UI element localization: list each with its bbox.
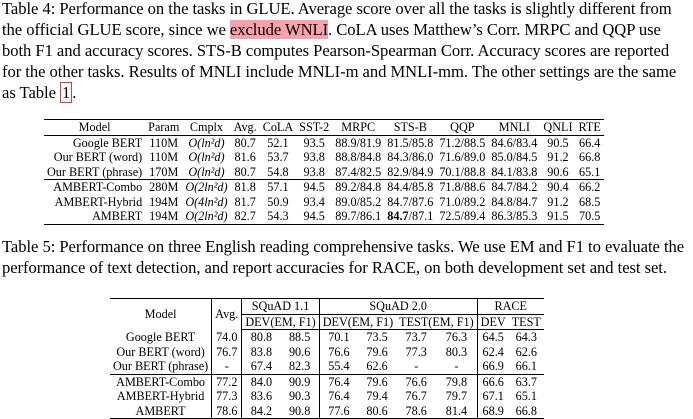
cell: 71.8/88.6 <box>436 180 488 195</box>
sub-header: DEV(EM, F1) <box>319 314 396 330</box>
cell: Our BERT (phrase) <box>47 164 143 179</box>
cell: 74.0 <box>212 330 242 345</box>
table-row <box>110 374 544 389</box>
caption4-end: . <box>72 83 77 102</box>
cell: 76.7 <box>405 389 427 403</box>
cell: 80.8 <box>242 330 281 345</box>
cell: 84.6/83.4 <box>491 135 538 150</box>
cell: 76.7 <box>212 345 242 360</box>
cell: 81.5/85.8 <box>387 135 434 150</box>
table-row <box>110 389 544 404</box>
cell: O(2ln²d) <box>182 209 230 224</box>
cell: 90.6 <box>547 164 569 179</box>
cell: 67.4 <box>242 359 281 374</box>
col-header: STS-B <box>384 120 436 136</box>
cell: 57.1 <box>260 180 296 195</box>
cell: 68.9 <box>477 404 509 419</box>
cell: 94.5 <box>296 180 332 195</box>
cell: 84.7/84.2 <box>488 180 540 195</box>
cell: 70.1 <box>319 330 358 345</box>
cell: Our BERT (word) <box>116 344 205 359</box>
cell: 80.6 <box>358 404 396 419</box>
cell: 70.1/88.8 <box>439 164 486 179</box>
cell: 54.8 <box>267 164 289 179</box>
reading-comprehension-table <box>110 298 544 419</box>
cell: 81.8 <box>231 180 260 195</box>
group-header: SQuAD 2.0 <box>319 299 477 315</box>
cell: 94.5 <box>296 209 332 224</box>
table-row <box>110 345 544 360</box>
cell: O(ln²d) <box>188 150 225 164</box>
cell: 91.2 <box>547 150 569 164</box>
col-header: Param <box>145 120 182 136</box>
cell: 68.5 <box>579 194 601 209</box>
cell: 87.4/82.5 <box>335 164 382 179</box>
cell: AMBERT <box>110 404 212 419</box>
table-row <box>44 195 604 210</box>
cell: - <box>212 359 242 374</box>
cell: AMBERT <box>44 209 145 224</box>
cell: 78.6 <box>212 404 242 419</box>
cell: 62.4 <box>477 345 509 360</box>
cell: 63.7 <box>509 374 544 389</box>
cell: 194M <box>145 209 182 224</box>
table-row <box>44 150 604 165</box>
cell: AMBERT-Combo <box>110 374 212 389</box>
cell: 280M <box>145 180 182 195</box>
cell: 80.7 <box>234 135 256 150</box>
cell: 83.8 <box>242 345 281 360</box>
cell: 88.5 <box>288 330 311 344</box>
cell: 77.6 <box>319 404 358 419</box>
cell: 66.2 <box>576 180 604 195</box>
cell: 50.9 <box>267 194 289 209</box>
cell: 77.3 <box>212 389 242 404</box>
sub-header: DEV(EM, F1) <box>242 314 319 330</box>
cell: 76.6 <box>396 374 436 389</box>
cell: 79.6 <box>358 374 396 389</box>
col-header: SST-2 <box>296 120 332 136</box>
cell: 194M <box>149 194 179 209</box>
cell: O(4ln²d) <box>185 194 228 209</box>
sub-header: TEST(EM, F1) <box>396 314 477 330</box>
cell: 66.4 <box>579 135 601 150</box>
cell: 78.6 <box>396 404 436 419</box>
col-header: Model <box>110 299 212 330</box>
cell: 90.3 <box>288 389 311 403</box>
col-header: QQP <box>436 120 488 136</box>
col-header: RTE <box>576 120 604 136</box>
cell: 84.3/86.0 <box>387 150 434 164</box>
cell: 62.6 <box>515 344 537 359</box>
cell: 84.8/84.7 <box>491 194 538 209</box>
table-row <box>44 180 604 195</box>
col-header: Cmplx <box>182 120 230 136</box>
cell: 77.2 <box>212 374 242 389</box>
cell: AMBERT-Combo <box>44 180 145 195</box>
cell: 86.3/85.3 <box>488 209 540 224</box>
cell: 66.6 <box>477 374 509 389</box>
table-row <box>44 165 604 180</box>
table-row <box>110 330 544 345</box>
highlighted-text: exclude WNLI <box>229 20 329 39</box>
cell: 66.9 <box>477 359 509 374</box>
cell: 62.6 <box>366 359 388 373</box>
cell: 79.4 <box>366 389 388 403</box>
cell-bold-part: 84.7 <box>387 209 409 223</box>
cell: 93.5 <box>303 135 325 150</box>
cell: 90.6 <box>288 344 311 359</box>
cell: 93.8 <box>303 150 325 164</box>
cell: 54.3 <box>260 209 296 224</box>
cell: Our BERT (phrase) <box>113 359 209 373</box>
cell: 65.1 <box>515 389 537 403</box>
cell: 65.1 <box>579 164 601 179</box>
cell: Our BERT (word) <box>53 150 143 164</box>
col-header: Avg. <box>212 299 242 330</box>
cell: 71.2/88.5 <box>439 135 486 150</box>
sub-header: DEV <box>477 314 509 330</box>
cell: 91.5 <box>540 209 575 224</box>
cell: 73.5 <box>366 330 388 344</box>
table5-caption: Table 5: Performance on three English reading comprehensive tasks. We use EM and F1 to evaluate the performance of text detection, and report accuracies for RACE, on both development set and test set. <box>2 237 685 277</box>
cell: 66.8 <box>509 404 544 419</box>
cell: AMBERT-Hybrid <box>116 389 205 403</box>
cell: 93.4 <box>303 194 325 209</box>
cell: O(2ln²d) <box>182 180 230 195</box>
group-header: RACE <box>477 299 544 315</box>
cell: 90.5 <box>547 135 569 150</box>
cell: 84.1/83.8 <box>491 164 538 179</box>
cell: AMBERT-Hybrid <box>54 194 143 209</box>
table-row <box>44 135 604 150</box>
cell: 90.8 <box>281 404 320 419</box>
cell: Google BERT <box>125 329 196 344</box>
cell: 72.5/89.4 <box>436 209 488 224</box>
col-header: MNLI <box>488 120 540 136</box>
cell: 76.6 <box>319 345 358 360</box>
group-header: SQuAD 1.1 <box>242 299 319 315</box>
cell: 81.6 <box>234 150 256 164</box>
cell: 91.2 <box>547 194 569 209</box>
cell: 82.9/84.9 <box>387 164 434 179</box>
cell: 73.7 <box>405 330 427 344</box>
cell: 84.0 <box>242 374 281 389</box>
cell: 84.2 <box>242 404 281 419</box>
cell: O(ln²d) <box>188 164 225 179</box>
cell: 76.4 <box>319 389 358 404</box>
cell: - <box>454 359 459 373</box>
cell: 90.4 <box>540 180 575 195</box>
cell: 66.1 <box>515 359 537 373</box>
cell: 82.7 <box>231 209 260 224</box>
cell: Google BERT <box>72 135 143 150</box>
cell: 77.3 <box>405 344 427 359</box>
cell: 66.8 <box>579 150 601 164</box>
table-row <box>110 404 544 419</box>
cell: 71.0/89.2 <box>439 194 486 209</box>
cell: - <box>414 359 419 373</box>
cell: 93.8 <box>303 164 325 179</box>
cell: 170M <box>149 164 179 179</box>
cell: 55.4 <box>319 359 358 374</box>
table-header-row <box>110 299 544 315</box>
table-reference-link[interactable]: 1 <box>61 83 71 102</box>
cell: 82.3 <box>288 359 311 373</box>
cell: 76.4 <box>319 374 358 389</box>
col-header: CoLA <box>260 120 296 136</box>
cell: 88.8/84.8 <box>335 150 382 164</box>
cell: 79.6 <box>366 344 388 359</box>
cell: 88.9/81.9 <box>335 135 382 150</box>
cell: 80.3 <box>445 344 468 359</box>
cell: 85.0/84.5 <box>491 150 538 164</box>
cell: 89.2/84.8 <box>332 180 384 195</box>
cell: 110M <box>149 135 179 150</box>
cell: 81.4 <box>436 404 477 419</box>
cell: 110M <box>149 150 179 164</box>
cell: 89.0/85.2 <box>335 194 382 209</box>
cell: 81.7 <box>234 194 256 209</box>
cell: 76.3 <box>445 330 468 344</box>
sub-header: TEST <box>509 314 544 330</box>
cell: 79.8 <box>436 374 477 389</box>
cell: 80.7 <box>234 164 256 179</box>
table-row <box>110 359 544 374</box>
col-header: MRPC <box>332 120 384 136</box>
table-row <box>44 209 604 224</box>
caption4-text-b: . CoLA uses Matthew’s Corr. MRPC and QQP use both F1 and accuracy scores. STS-B computes Pearson-Spearman Corr. Accuracy scores are reported for the other tasks. Results of MNLI include MNLI-m and MNLI-mm. The other settings are the same as Table <box>2 20 677 102</box>
cell: 67.1 <box>477 389 509 404</box>
cell: 84.4/85.8 <box>384 180 436 195</box>
col-header: Avg. <box>231 120 260 136</box>
cell: 64.5 <box>477 330 509 345</box>
cell: 83.6 <box>242 389 281 404</box>
cell: 52.1 <box>267 135 289 150</box>
cell: O(ln²d) <box>188 135 225 150</box>
cell: 89.7/86.1 <box>332 209 384 224</box>
glue-results-table <box>44 119 604 225</box>
cell: 71.6/89.0 <box>439 150 486 164</box>
cell: 64.3 <box>515 330 537 344</box>
cell: 79.7 <box>445 389 468 403</box>
cell: 90.9 <box>281 374 320 389</box>
table4-caption <box>2 0 692 103</box>
caption4-text-a: Table 4: Performance on the tasks in GLUE. Average score over all the tasks is slightly different from the official GLUE score, since we <box>2 0 672 39</box>
cell: 53.7 <box>267 150 289 164</box>
col-header: QNLI <box>540 120 575 136</box>
col-header: Model <box>44 120 145 136</box>
table-header-row <box>44 120 604 136</box>
cell: 70.5 <box>576 209 604 224</box>
cell: 84.7/87.6 <box>387 194 434 209</box>
cell: 84.7/87.1 <box>384 209 436 224</box>
